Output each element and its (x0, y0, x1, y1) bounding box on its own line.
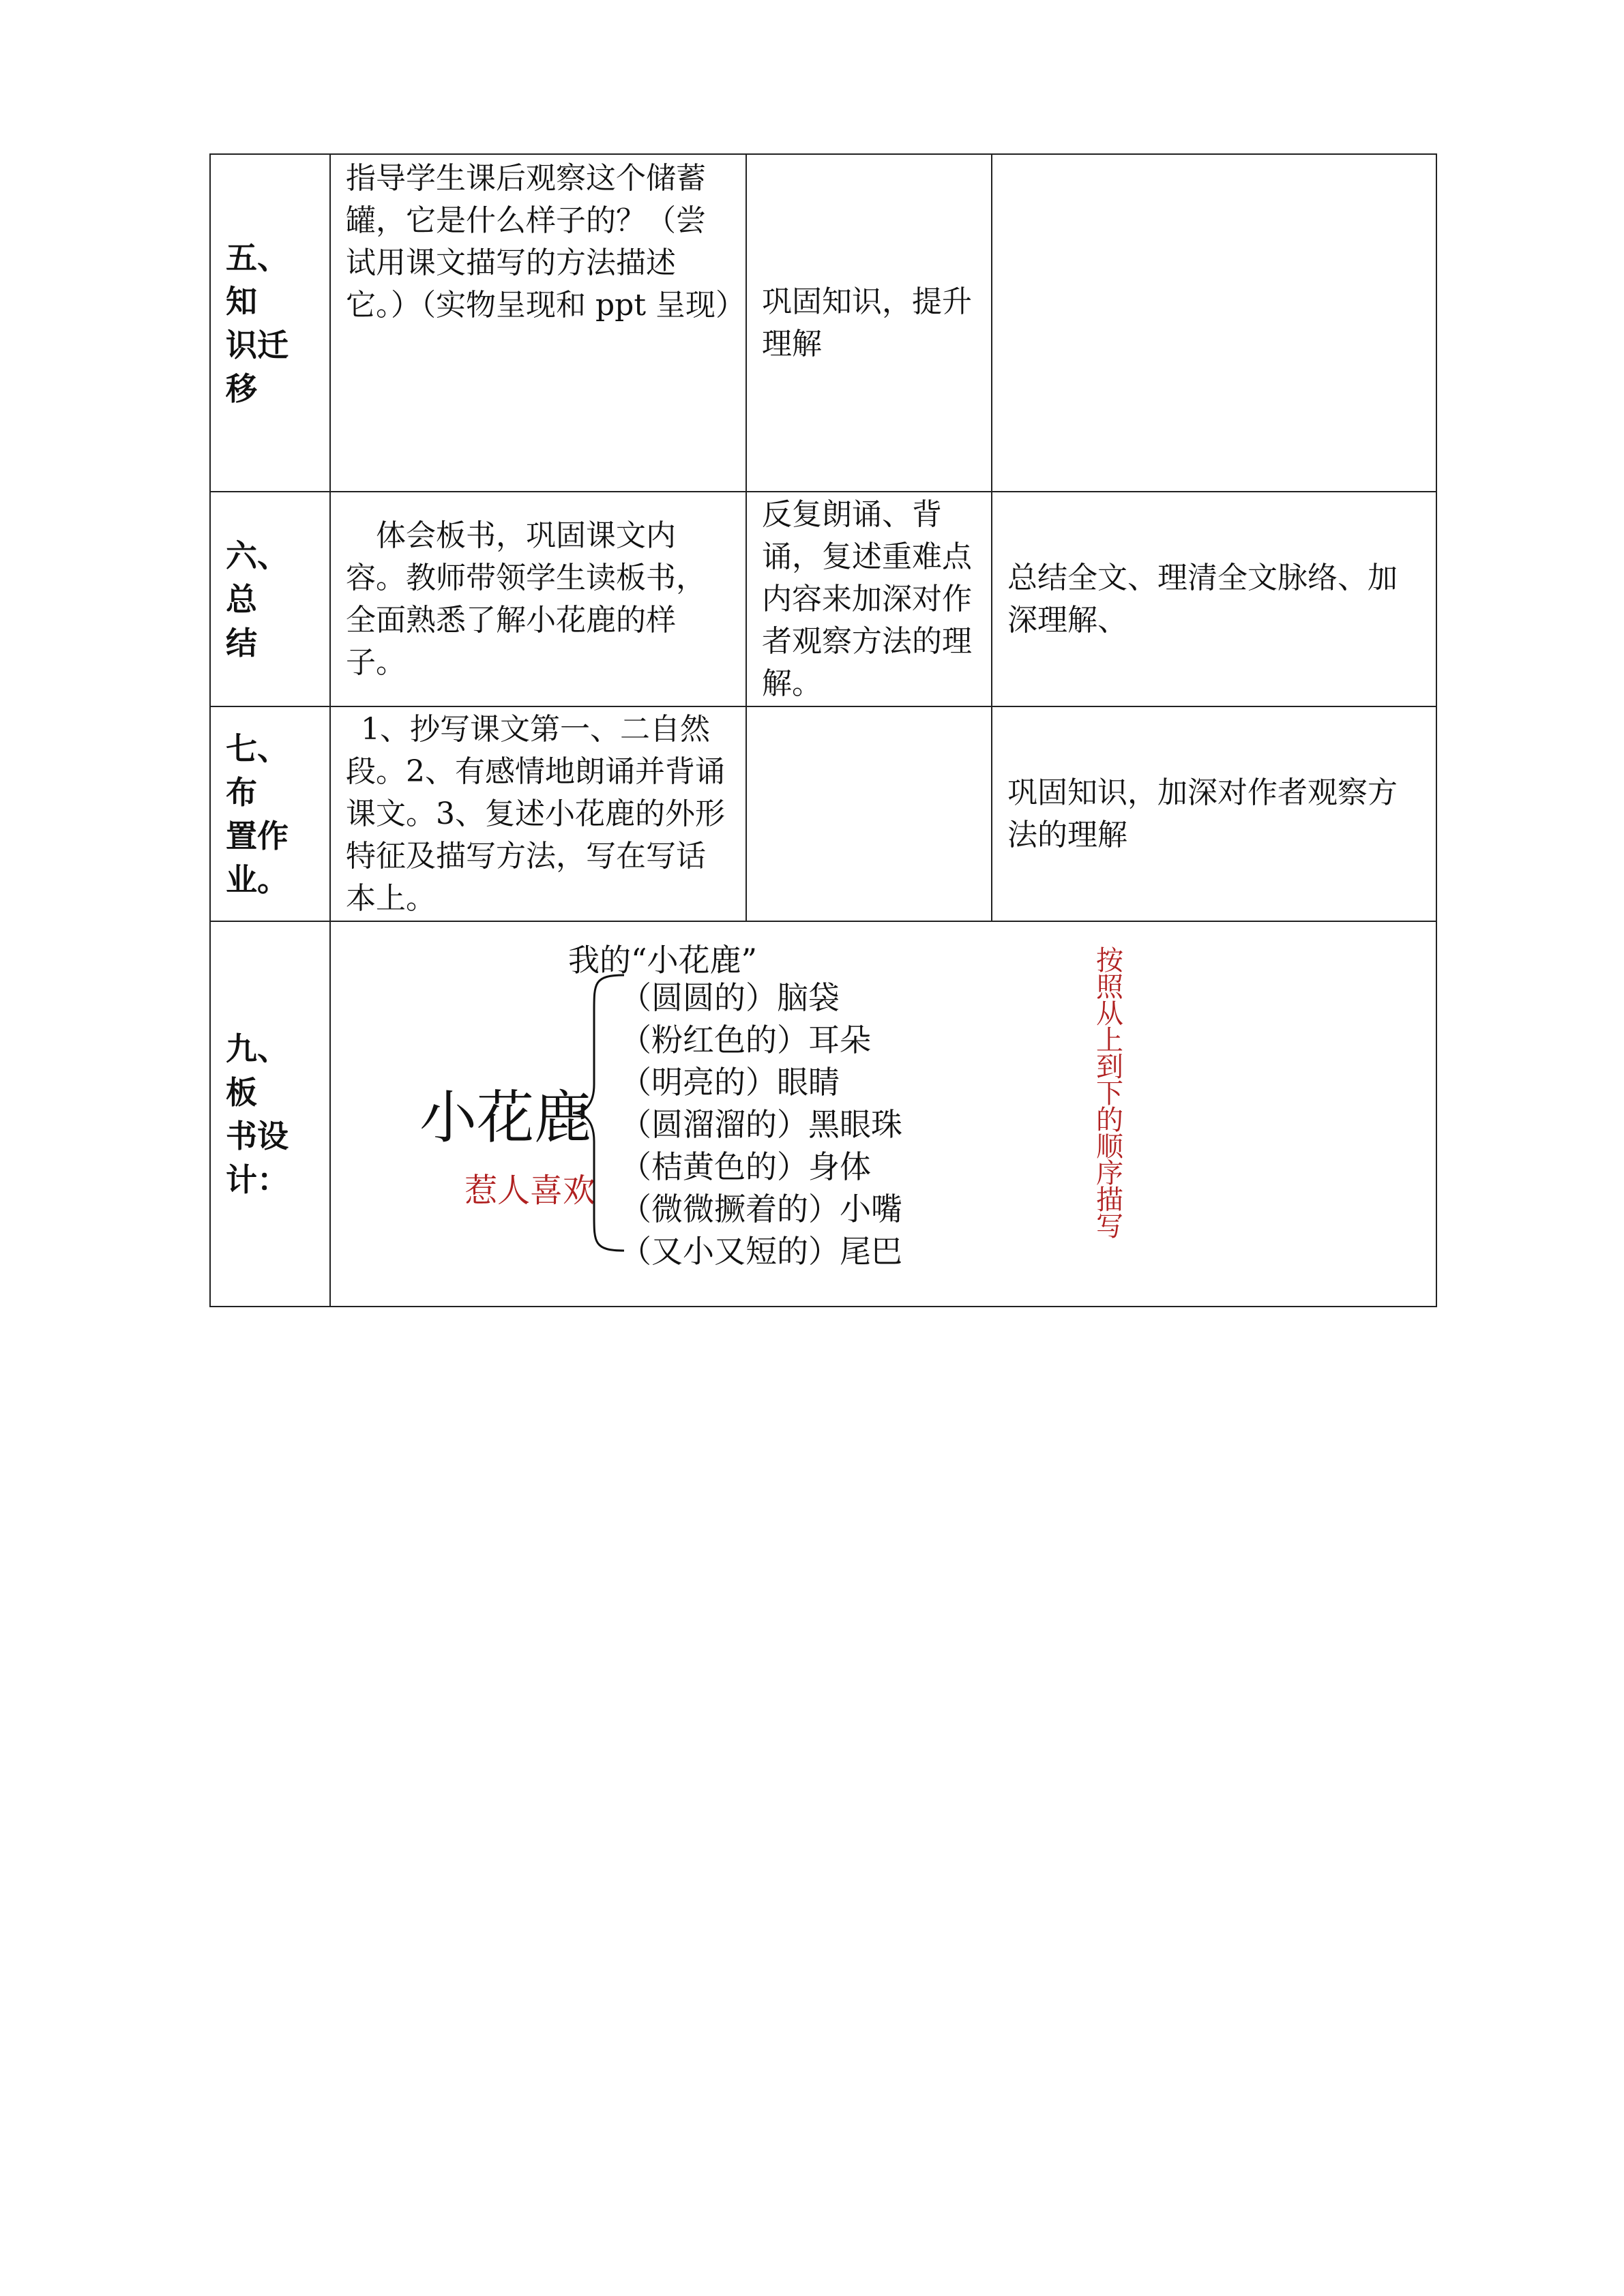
purpose-cell (992, 154, 1436, 492)
activity-cell: 指导学生课后观察这个储蓄罐，它是什么样子的？（尝试用课文描写的方法描述它。）（实物呈现和 ppt 呈现） (330, 154, 746, 492)
student-cell: 反复朗诵、背诵，复述重难点内容来加深对作者观察方法的理解。 (746, 492, 992, 706)
stage-cell: 七、布 置作 业。 (210, 706, 330, 921)
stage-cell: 六、总 结 (210, 492, 330, 706)
stage-cell: 五、知 识迁移 (210, 154, 330, 492)
board-design (331, 922, 1436, 1306)
board-item: （粉红色的）耳朵 (620, 1022, 871, 1058)
purpose-cell: 巩固知识，加深对作者观察方法的理解 (992, 706, 1436, 921)
activity-cell: 体会板书，巩固课文内容。教师带领学生读板书，全面熟悉了解小花鹿的样子。 (330, 492, 746, 706)
board-item-list (620, 976, 902, 1272)
board-subject: 小花鹿 (419, 1084, 592, 1151)
lesson-plan-table (209, 153, 1437, 1307)
table-row (210, 492, 1436, 706)
board-design-cell (330, 921, 1436, 1307)
stage-cell: 九、板 书设 计： (210, 921, 330, 1307)
board-item: （圆溜溜的）黑眼珠 (620, 1106, 902, 1143)
board-item: （明亮的）眼睛 (620, 1064, 840, 1101)
table-row (210, 154, 1436, 492)
activity-cell: 1、抄写课文第一、二自然段。2、有感情地朗诵并背诵课文。3、复述小花鹿的外形特征及描写方法，写在写话本上。 (330, 706, 746, 921)
board-item: （桔黄色的）身体 (620, 1148, 871, 1185)
student-cell (746, 706, 992, 921)
student-cell: 巩固知识，提升理解 (746, 154, 992, 492)
table-row (210, 921, 1436, 1307)
board-item: （圆圆的）脑袋 (620, 979, 840, 1016)
board-note: 惹人喜欢 (464, 1172, 596, 1210)
board-item: （又小又短的）尾巴 (620, 1233, 902, 1270)
board-item: （微微撅着的）小嘴 (620, 1191, 902, 1227)
purpose-cell: 总结全文、理清全文脉络、加深理解、 (992, 492, 1436, 706)
brace-icon (571, 970, 625, 1256)
table-row (210, 706, 1436, 921)
board-title: 我的“小花鹿” (568, 942, 758, 979)
board-side-note: 按照从上到下的顺序描写 (1096, 945, 1123, 1242)
